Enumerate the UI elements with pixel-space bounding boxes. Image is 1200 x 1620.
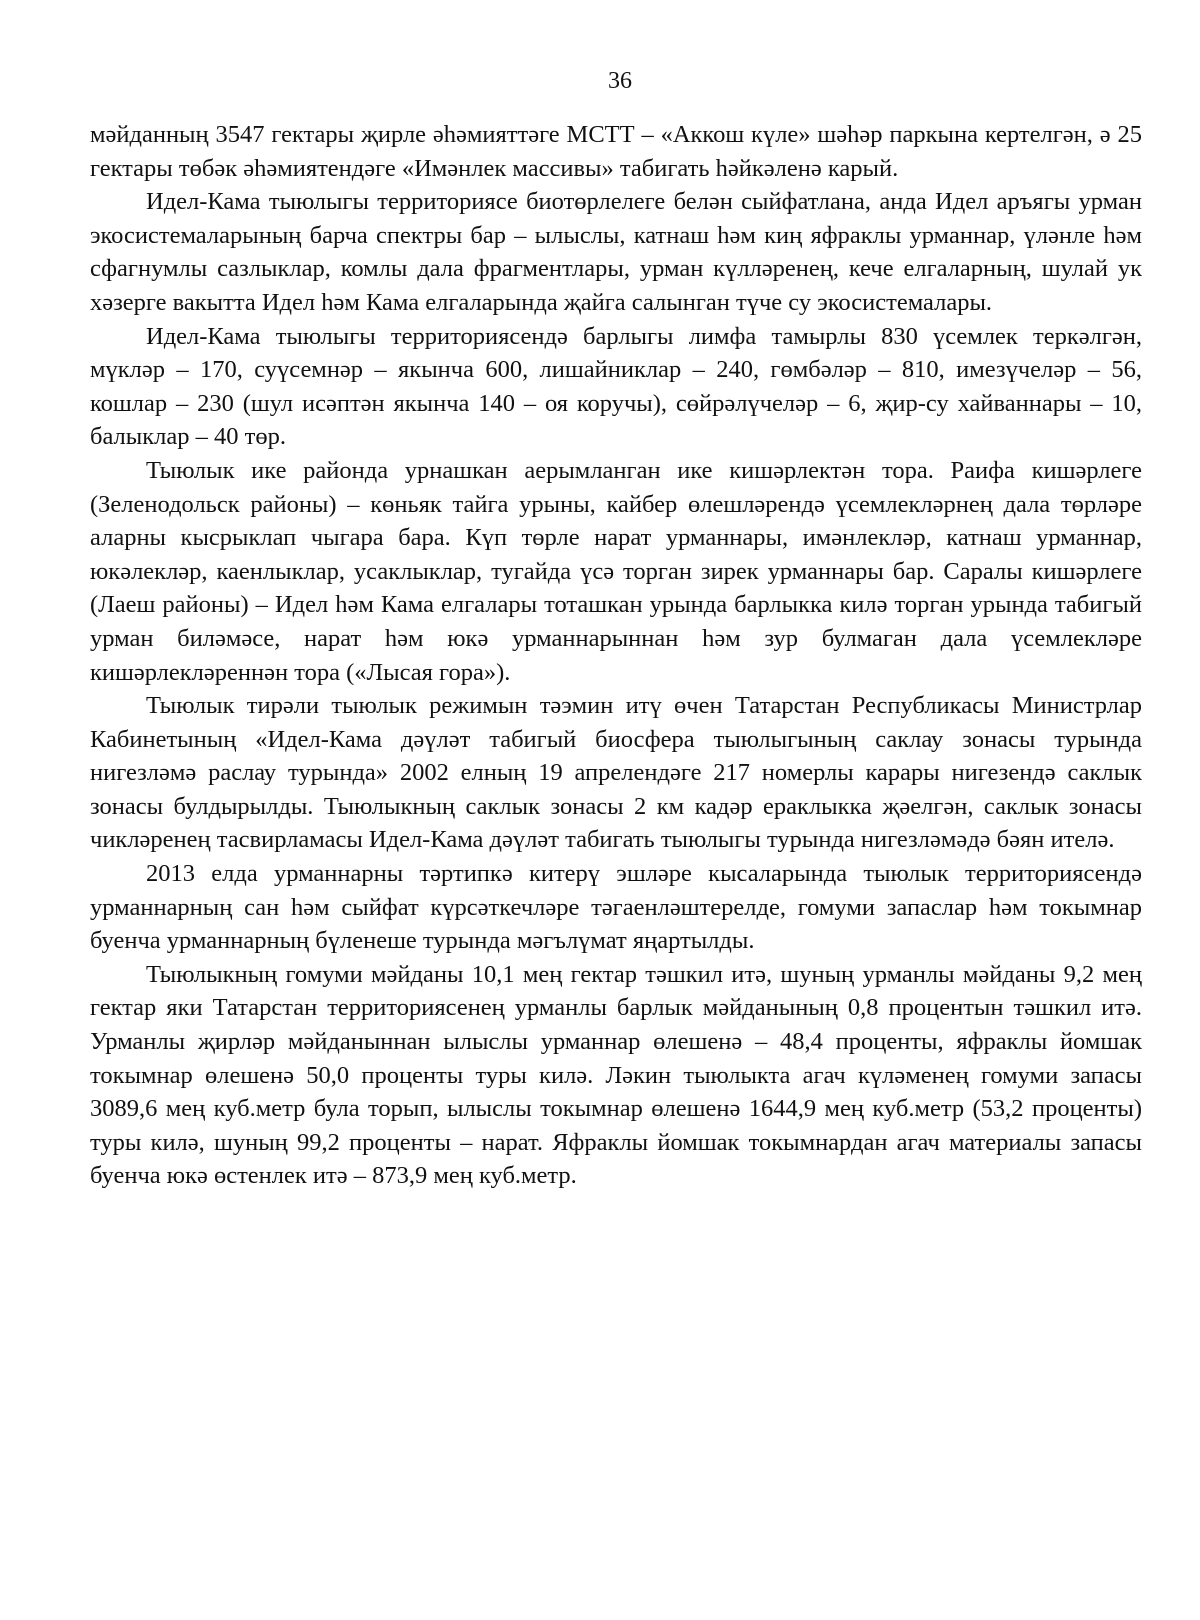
paragraph-2: Идел-Кама тыюлыгы территориясе биотөрлелеге белән сыйфатлана, анда Идел аръягы урман экосистемаларының барча спектры бар – ылыслы, катнаш һәм киң яфраклы урманнар, үләнле һәм сфагнумлы сазлыклар, комлы дала фрагментлары, урман күлләренең, кече елгаларның, шулай ук хәзерге вакытта Идел һәм Кама елгаларында җайга салынган түче су экосистемалары. — [90, 188, 1142, 316]
paragraph-6: 2013 елда урманнарны тәртипкә китерү эшләре кысаларында тыюлык территориясендә урманнарның сан һәм сыйфат күрсәткечләре тәгаенләштерелде, гомуми запаслар һәм токымнар буенча урманнарның бүленеше турында мәгълүмат яңартылды. — [90, 860, 1142, 955]
paragraph-3: Идел-Кама тыюлыгы территориясендә барлыгы лимфа тамырлы 830 үсемлек теркәлгән, мүкләр – 170, суүсемнәр – якынча 600, лишайниклар – 240, гөмбәләр – 810, имезүчеләр – 56, кошлар – 230 (шул исәптән якынча 140 – оя коручы), сөйрәлүчеләр – 6, җир-су хайваннары – 10, балыклар – 40 төр. — [90, 322, 1142, 451]
paragraph-7: Тыюлыкның гомуми мәйданы 10,1 мең гектар тәшкил итә, шуның урманлы мәйданы 9,2 мең гектар яки Татарстан территориясенең урманлы барлык мәйданының 0,8 процентын тәшкил итә. Урманлы җирләр мәйданыннан ылыслы урманнар өлешенә – 48,4 проценты, яфраклы йомшак токымнар өлешенә 50,0 проценты туры килә. Ләкин тыюлыкта агач күләменең гомуми запасы 3089,6 мең куб.метр була торып, ылыслы токымнар өлешенә 1644,9 мең куб.метр (53,2 проценты) туры килә, шуның 99,2 проценты – нарат. Яфраклы йомшак токымнардан агач материалы запасы буенча юкә өстенлек итә – 873,9 мең куб.метр. — [90, 960, 1142, 1190]
document-body — [90, 118, 1142, 1193]
paragraph-5: Тыюлык тирәли тыюлык режимын тәэмин итү өчен Татарстан Республикасы Министрлар Кабинетының «Идел-Кама дәүләт табигый биосфера тыюлыгының саклау зонасы турында нигезләмә раслау турында» 2002 елның 19 апрелендәге 217 номерлы карары нигезендә саклык зонасы булдырылды. Тыюлыкның саклык зонасы 2 км кадәр ераклыкка җәелгән, саклык зонасы чикләренең тасвирламасы Идел-Кама дәүләт табигать тыюлыгы турында нигезләмәдә бәян ителә. — [90, 692, 1142, 854]
paragraph-4: Тыюлык ике районда урнашкан аерымланган ике кишәрлектән тора. Раифа кишәрлеге (Зеленодольск районы) – көньяк тайга урыны, кайбер өлешләрендә үсемлекләрнең дала төрләре аларны кысрыклап чыгара бара. Күп төрле нарат урманнары, имәнлекләр, катнаш урманнар, юкәлекләр, каенлыклар, усаклыклар, тугайда үсә торган зирек урманнары бар. Саралы кишәрлеге (Лаеш районы) – Идел һәм Кама елгалары тоташкан урында барлыкка килә торган урында табигый урман биләмәсе, нарат һәм юкә урманнарыннан һәм зур булмаган дала үсемлекләре кишәрлекләреннән тора («Лысая гора»). — [90, 456, 1142, 686]
paragraph-1: мәйданның 3547 гектары җирле әһәмияттәге МСТТ – «Аккош күле» шәһәр паркына кертелгән, ә 25 гектары төбәк әһәмиятендәге «Имәнлек массивы» табигать һәйкәленә карый. — [90, 121, 1142, 182]
page-number: 36 — [608, 68, 632, 94]
